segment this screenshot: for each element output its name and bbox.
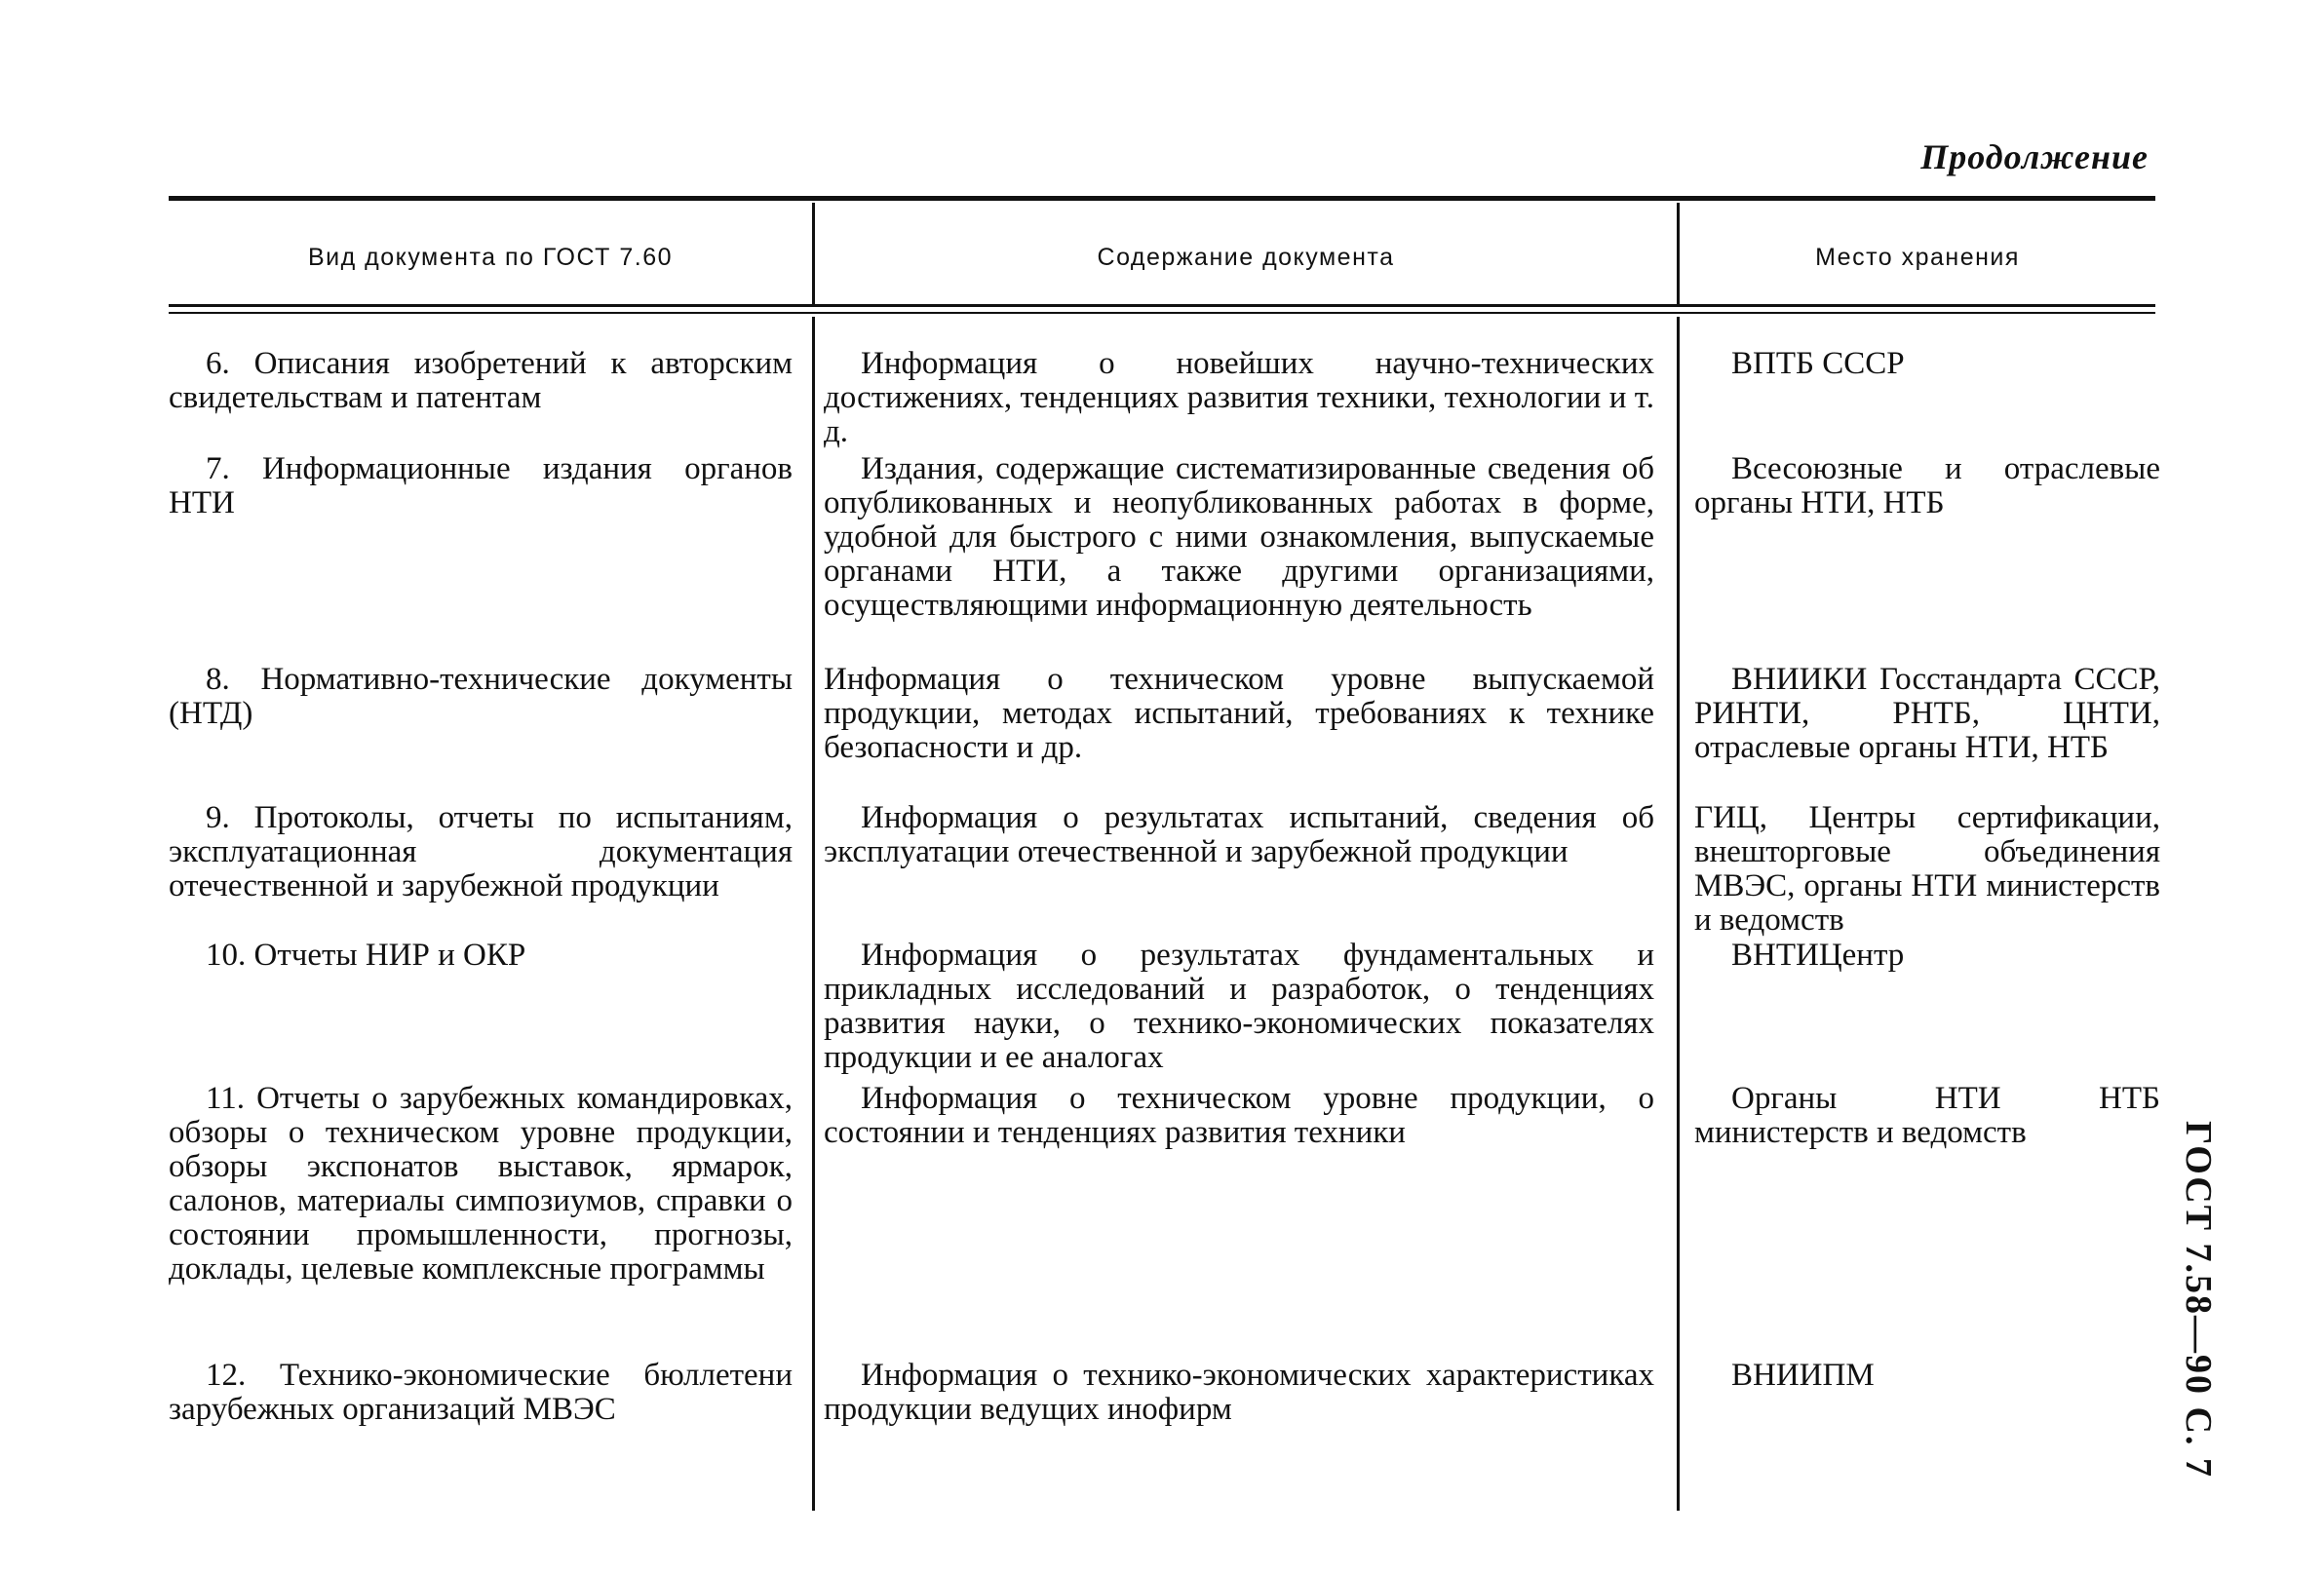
row-content-cell: Издания, содержащие систематизированные сведения об опубликованных и неопубликованных работах в форме, удобной для быстрого с ними ознакомления, выпускаемые органами НТИ, а также другими организациями, осуществляющими информационную деятельность xyxy=(824,451,1654,623)
standard-page-label: ГОСТ 7.58—90 С. 7 xyxy=(2178,1121,2219,1479)
row-type-cell: 11. Отчеты о зарубежных командировках, обзоры о техническом уровне продукции, обзоры экспонатов выставок, ярмарок, салонов, материалы симпозиумов, справки о состоянии промышленности, прогнозы, доклады, целевые комплексные программы xyxy=(169,1081,793,1287)
row-content-cell: Информация о техническом уровне продукции, о состоянии и тенденциях развития техники xyxy=(824,1081,1654,1150)
row-type-cell: 7. Информационные издания органов НТИ xyxy=(169,451,793,520)
row-storage-cell: Всесоюзные и отраслевые органы НТИ, НТБ xyxy=(1694,451,2160,520)
row-storage-cell: Органы НТИ НТБ министерств и ведомств xyxy=(1694,1081,2160,1150)
row-storage-cell: ВНИИПМ xyxy=(1731,1358,1875,1393)
row-content-cell: Информация о техническом уровне выпускаемой продукции, методах испытаний, требованиях к технике безопасности и др. xyxy=(824,662,1654,765)
table-top-rule xyxy=(169,196,2155,201)
continuation-label: Продолжение xyxy=(1920,137,2149,176)
row-storage-cell: ГИЦ, Центры сертификации, внешторговые объединения МВЭС, органы НТИ министерств и ведомств xyxy=(1694,800,2160,938)
row-storage-cell: ВНИИКИ Госстандарта СССР, РИНТИ, РНТБ, ЦНТИ, отраслевые органы НТИ, НТБ xyxy=(1694,662,2160,765)
column-header-type: Вид документа по ГОСТ 7.60 xyxy=(307,244,674,271)
row-type-cell: 12. Технико-экономические бюллетени зарубежных организаций МВЭС xyxy=(169,1358,793,1427)
row-type-cell: 9. Протоколы, отчеты по испытаниям, эксплуатационная документация отечественной и зарубежной продукции xyxy=(169,800,793,903)
column-header-storage: Место хранения xyxy=(1815,244,2020,271)
row-type-cell: 8. Нормативно-технические документы (НТД) xyxy=(169,662,793,731)
header-bottom-rule xyxy=(169,304,2155,307)
body-divider xyxy=(1677,317,1680,1511)
row-storage-cell: ВПТБ СССР xyxy=(1731,346,1905,381)
row-type-cell: 6. Описания изобретений к авторским свидетельствам и патентам xyxy=(169,346,793,415)
row-content-cell: Информация о результатах фундаментальных и прикладных исследований и разработок, о тенденциях развития науки, о технико-экономических показателях продукции и ее аналогах xyxy=(824,938,1654,1075)
column-header-content: Содержание документа xyxy=(1097,244,1395,271)
row-content-cell: Информация о технико-экономических характеристиках продукции ведущих инофирм xyxy=(824,1358,1654,1427)
row-type-cell: 10. Отчеты НИР и ОКР xyxy=(206,938,526,973)
header-bottom-rule xyxy=(169,312,2155,314)
row-content-cell: Информация о новейших научно-технических достижениях, тенденциях развития техники, технологии и т. д. xyxy=(824,346,1654,449)
row-content-cell: Информация о результатах испытаний, сведения об эксплуатации отечественной и зарубежной продукции xyxy=(824,800,1654,869)
body-divider xyxy=(812,317,815,1511)
row-storage-cell: ВНТИЦентр xyxy=(1731,938,1905,973)
